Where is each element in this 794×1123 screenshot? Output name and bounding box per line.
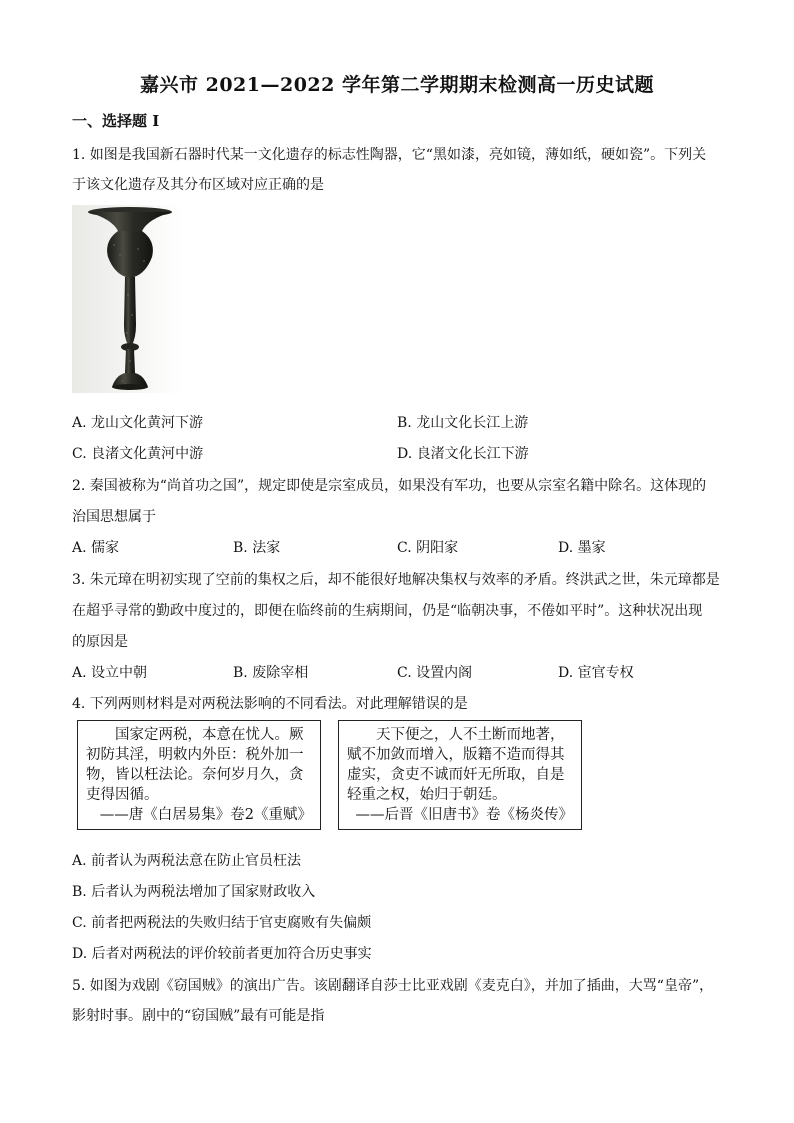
q3-option-b[interactable]: B. 废除宰相 (233, 665, 309, 681)
q4-material-2-source: ——后晋《旧唐书》卷《杨炎传》 (355, 807, 573, 823)
q4-material-2-text: 天下便之，人不土断而地著，赋不加敛而增入，版籍不造而得其虚实，贪吏不诚而奸无所取，自是轻重之权，始归于朝廷。 (347, 727, 565, 803)
q1-option-d[interactable]: D. 良渚文化长江下游 (397, 446, 529, 462)
q4-material-1-source: ——唐《白居易集》卷2《重赋》 (99, 807, 312, 823)
q4-option-c[interactable]: C. 前者把两税法的失败归结于官吏腐败有失偏颇 (72, 915, 372, 931)
q1-option-a[interactable]: A. 龙山文化黄河下游 (72, 415, 204, 431)
q1-option-c[interactable]: C. 良渚文化黄河中游 (72, 446, 204, 462)
q2-option-b[interactable]: B. 法家 (233, 540, 281, 556)
q3-option-c[interactable]: C. 设置内阁 (397, 665, 473, 681)
page-title: 嘉兴市 2021—2022 学年第二学期期末检测高一历史试题 (140, 74, 654, 96)
q3-stem-line2: 在超乎寻常的勤政中度过的，即便在临终前的生病期间，仍是“临朝决事，不倦如平时”。这种状况出现 (72, 603, 703, 619)
q4-material-1-text: 国家定两税，本意在忧人。厥初防其淫，明敕内外臣：税外加一物，皆以枉法论。奈何岁月久，贪吏得因循。 (86, 727, 304, 803)
q4-material-box-1 (77, 720, 321, 830)
q3-stem-line1: 3. 朱元璋在明初实现了空前的集权之后，却不能很好地解决集权与效率的矛盾。终洪武之世，朱元璋都是 (72, 572, 720, 588)
q4-option-d[interactable]: D. 后者对两税法的评价较前者更加符合历史事实 (72, 946, 372, 962)
q5-stem-line2: 影射时事。剧中的“窃国贼”最有可能是指 (72, 1008, 325, 1024)
q1-stem-line2: 于该文化遗存及其分布区域对应正确的是 (72, 177, 324, 193)
q3-option-a[interactable]: A. 设立中朝 (72, 665, 148, 681)
q2-option-d[interactable]: D. 墨家 (558, 540, 606, 556)
q1-option-b[interactable]: B. 龙山文化长江上游 (397, 415, 529, 431)
q3-option-d[interactable]: D. 宦官专权 (558, 665, 634, 681)
q2-option-a[interactable]: A. 儒家 (72, 540, 120, 556)
q3-stem-line3: 的原因是 (72, 634, 128, 650)
q4-stem-line1: 4. 下列两则材料是对两税法影响的不同看法。对此理解错误的是 (72, 696, 468, 712)
q4-option-a[interactable]: A. 前者认为两税法意在防止官员枉法 (72, 853, 302, 869)
q2-stem-line1: 2. 秦国被称为“尚首功之国”，规定即使是宗室成员，如果没有军功，也要从宗室名籍中除名。这体现的 (72, 478, 707, 494)
section-heading: 一、选择题 I (72, 112, 160, 130)
q2-option-c[interactable]: C. 阴阳家 (397, 540, 459, 556)
q4-option-b[interactable]: B. 后者认为两税法增加了国家财政收入 (72, 884, 316, 900)
q4-material-box-2 (338, 720, 582, 830)
q1-stem-line1: 1. 如图是我国新石器时代某一文化遗存的标志性陶器，它“黑如漆，亮如镜，薄如纸，硬如瓷”。下列关 (72, 147, 707, 163)
q2-stem-line2: 治国思想属于 (72, 509, 156, 525)
q5-stem-line1: 5. 如图为戏剧《窃国贼》的演出广告。该剧翻译自莎士比亚戏剧《麦克白》，并加了插曲，大骂“皇帝”， (72, 978, 714, 994)
black-pottery-goblet-image (72, 205, 184, 393)
